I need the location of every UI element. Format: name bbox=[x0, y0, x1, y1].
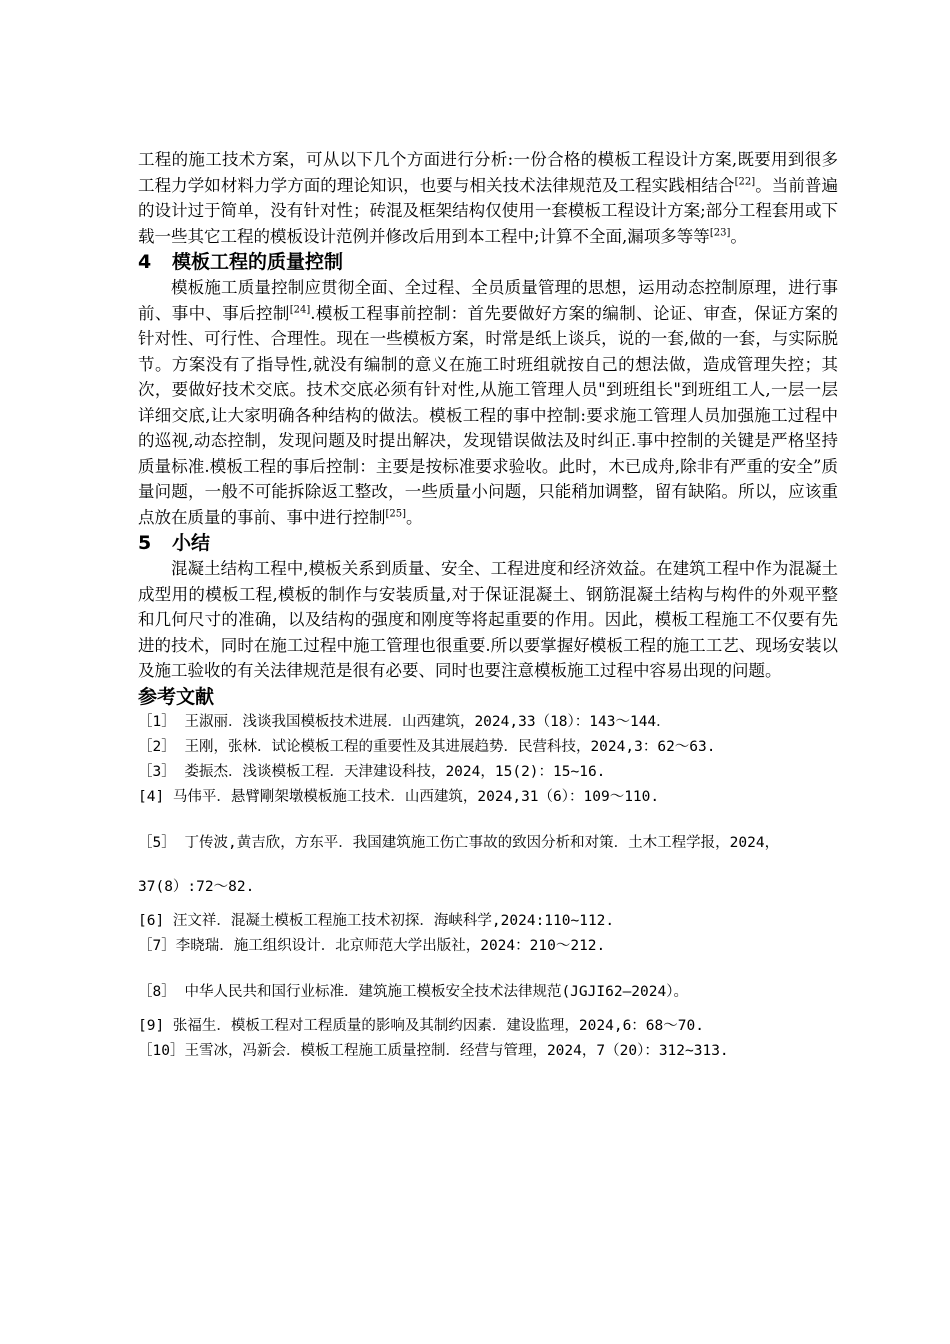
reference-item: [6] 汪文祥．混凝土模板工程施工技术初探．海峡科学,2024:110~112. bbox=[138, 912, 615, 929]
section-4-heading bbox=[138, 249, 838, 275]
references-list bbox=[138, 710, 838, 1064]
intro-paragraph bbox=[138, 147, 838, 249]
reference-item: ［5］ 丁传波,黄吉欣，方东平．我国建筑施工伤亡事故的致因分析和对策．土木工程学报，2024，37(8）:72～82. bbox=[138, 834, 780, 895]
section-4-text-2: .模板工程事前控制：首先要做好方案的编制、论证、审查，保证方案的针对性、可行性、合理性。现在一些模板方案，时常是纸上谈兵，说的一套,做的一套，与实际脱节。方案没有了指导性,就没有编制的意义在施工时班组就按自己的想法做，造成管理失控；其次，要做好技术交底。技术交底必须有针对性,从施工管理人员"到班组长"到班组工人,一层一层详细交底,让大家明确各种结构的做法。模板工程的事中控制:要求施工管理人员加强施工过程中的巡视,动态控制，发现问题及时提出解决，发现错误做法及时纠正.事中控制的关键是严格坚持质量标准.模板工程的事后控制：主要是按标准要求验收。此时，木已成舟,除非有严重的安全”质量问题，一般不可能拆除返工整改，一些质量小问题，只能稍加调整，留有缺陷。所以，应该重点放在质量的事前、事中进行控制 bbox=[138, 303, 838, 527]
intro-text-1: 工程的施工技术方案，可从以下几个方面进行分析:一份合格的模板工程设计方案,既要用到很多工程力学如材料力学方面的理论知识，也要与相关技术法律规范及工程实践相结合 bbox=[138, 150, 838, 195]
reference-item: [4] 马伟平．悬臂剛架墩模板施工技术．山西建筑，2024,31（6）：109～110. bbox=[138, 788, 660, 805]
reference-item: ［7］李晓瑞．施工组织设计．北京师范大学出版社，2024：210～212. bbox=[138, 937, 606, 954]
citation-23: [23] bbox=[709, 227, 731, 238]
citation-25: [25] bbox=[385, 508, 407, 519]
section-5-heading bbox=[138, 530, 838, 556]
section-5-paragraph: 混凝土结构工程中,模板关系到质量、安全、工程进度和经济效益。在建筑工程中作为混凝土成型用的模板工程,模板的制作与安装质量,对于保证混凝土、钢筋混凝土结构与构件的外观平整和几何尺寸的准确，以及结构的强度和刚度等将起重要的作用。因此，模板工程施工不仅要有先进的技术，同时在施工过程中施工管理也很重要.所以要掌握好模板工程的施工工艺、现场安装以及施工验收的有关法律规范是很有必要、同时也要注意模板施工过程中容易出现的问题。 bbox=[138, 559, 838, 680]
reference-item: ［1］ 王淑丽．浅谈我国模板技术进展．山西建筑，2024,33（18）：143～144． bbox=[138, 713, 671, 730]
reference-item: ［8］ 中华人民共和国行业标准．建筑施工模板安全技术法律规范(JGJI62—2024）。 bbox=[138, 983, 688, 1000]
section-4-text-3: 。 bbox=[406, 507, 423, 527]
reference-item: ［3］ 娄振杰．浅谈模板工程．天津建设科技，2024，15(2)：15~16. bbox=[138, 763, 606, 780]
reference-item: [9] 张福生．模板工程对工程质量的影响及其制约因素．建设监理，2024,6：68～70. bbox=[138, 1017, 704, 1034]
section-4-text-1: 模板施工质量控制应贯彻全面、全过程、全员质量管理的思想，运用动态控制原理，进行事前、事中、事后控制 bbox=[138, 278, 838, 323]
citation-22: [22] bbox=[734, 176, 756, 187]
section-4-number: 4 bbox=[138, 251, 152, 273]
section-5-title: 小结 bbox=[172, 532, 211, 554]
section-4-paragraph bbox=[138, 275, 838, 530]
references-title: 参考文献 bbox=[138, 685, 215, 708]
citation-24: [24] bbox=[289, 304, 311, 315]
intro-text-3: 。 bbox=[730, 226, 747, 246]
section-4-title: 模板工程的质量控制 bbox=[172, 251, 344, 273]
reference-item: ［2］ 王刚，张林．试论模板工程的重要性及其进展趋势．民营科技，2024,3：62～63. bbox=[138, 738, 716, 755]
intro-text-2: 。当前普遍的设计过于简单，没有针对性；砖混及框架结构仅使用一套模板工程设计方案;部分工程套用或下载一些其它工程的模板设计范例并修改后用到本工程中;计算不全面,漏项多等等 bbox=[138, 175, 839, 246]
document-page bbox=[138, 147, 838, 1064]
reference-item: ［10］王雪冰，冯新会．模板工程施工质量控制．经营与管理，2024，7（20）：312~313. bbox=[138, 1042, 729, 1059]
section-5-number: 5 bbox=[138, 532, 152, 554]
